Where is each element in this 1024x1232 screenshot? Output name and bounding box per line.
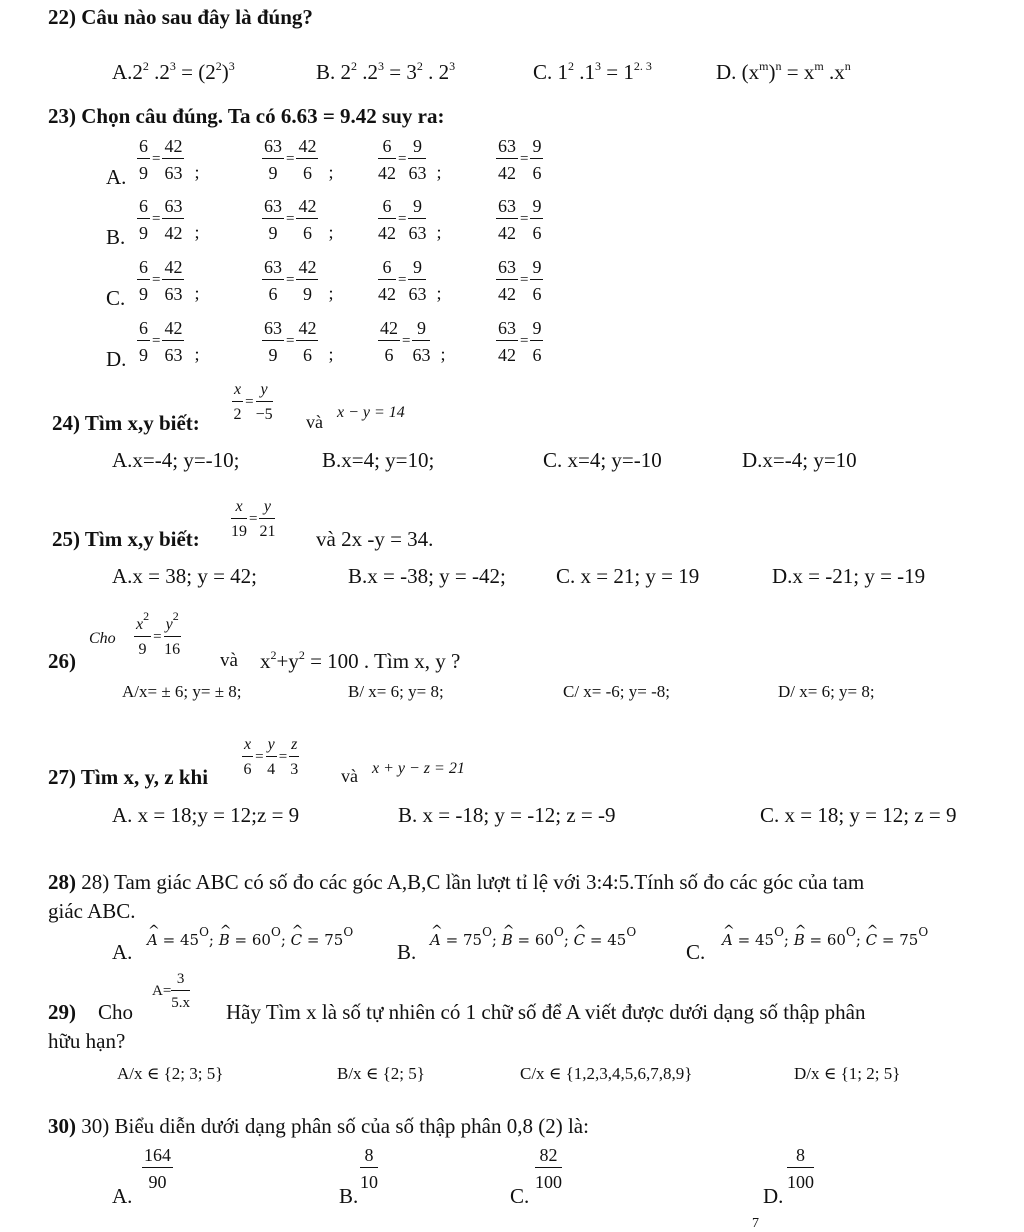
- q28-option-c: ^ $A = 45^O$; ^ $B = 60^O$; ^ $C = 75^O$: [722, 932, 928, 948]
- q25-option-d: D.x = -21; y = -19: [772, 564, 926, 588]
- q27-option-c: C. x = 18; y = 12; z = 9: [760, 803, 957, 827]
- q28-option-a: ^ $A = 45^O$; ^ $B = 60^O$; ^ $C = 75^O$: [147, 932, 353, 948]
- q22-option-d: D. $(x^m)^n = x^m$ $.x^n$: [716, 59, 851, 84]
- question-29-number: 29): [48, 1000, 76, 1024]
- q23-proportion: $\frac{6}{9}$ = $\frac{42}{63}$ ;: [139, 136, 200, 183]
- question-28-line1: 28) 28) Tam giác ABC có số đo các góc A,B,C lần lượt tỉ lệ với 3:4:5.Tính số đo các góc của tam: [48, 870, 865, 894]
- question-29-text: Hãy Tìm x là số tự nhiên có 1 chữ số để A viết được dưới dạng số thập phân: [226, 1000, 866, 1024]
- q27-option-b: B. x = -18; y = -12; z = -9: [398, 803, 616, 827]
- q23-proportion: $\frac{63}{42}$ = $\frac{9}{6}$: [498, 257, 542, 304]
- q27-condition: x + y − z = 21: [372, 760, 465, 777]
- q29-expression: A= $\frac{3}{5.x}$: [152, 971, 191, 1011]
- question-23-title: 23) Chọn câu đúng. Ta có 6.63 = 9.42 suy ra:: [48, 104, 445, 128]
- q23-option-label: C.: [106, 286, 126, 310]
- q23-option-label: D.: [106, 347, 127, 371]
- q24-equation: $\frac{x}{2}$ = $\frac{y}{-5}$: [233, 381, 273, 423]
- q22-option-a: $A.2^2$ $.2^3 = (2^2)^3$: [112, 59, 235, 84]
- q24-and: và: [306, 412, 323, 432]
- question-24-title: 24) Tìm x,y biết:: [52, 411, 200, 435]
- q24-option-c: C. x=4; y=-10: [543, 448, 662, 472]
- q25-option-a: A.x = 38; y = 42;: [112, 564, 258, 588]
- q29-option-b: B/x ∈ {2; 5}: [337, 1064, 425, 1083]
- q23-option-label: A.: [106, 165, 127, 189]
- q23-proportion: $\frac{63}{6}$ = $\frac{42}{9}$ ;: [264, 257, 334, 304]
- q24-option-d: D.x=-4; y=10: [742, 448, 857, 472]
- q23-proportion: $\frac{63}{42}$ = $\frac{9}{6}$: [498, 136, 542, 183]
- q23-proportion: $\frac{6}{42}$ = $\frac{9}{63}$ ;: [378, 196, 442, 243]
- q26-and: và: [220, 650, 238, 671]
- q27-and: và: [341, 766, 358, 786]
- q23-proportion: $\frac{42}{6}$ = $\frac{9}{63}$ ;: [380, 318, 446, 365]
- q26-condition: $x^2+y^2 = 100$ . Tìm x, y ?: [260, 648, 461, 673]
- q27-option-a: A. x = 18;y = 12;z = 9: [112, 803, 300, 827]
- q26-equation: $\frac{x^2}{9}$ = $\frac{y^2}{16}$: [136, 609, 181, 658]
- q29-option-d: D/x ∈ {1; 2; 5}: [794, 1064, 901, 1083]
- q23-proportion: $\frac{6}{9}$ = $\frac{63}{42}$ ;: [139, 196, 200, 243]
- q30-option-b: $\frac{8}{10}$: [360, 1145, 378, 1192]
- question-27-title: 27) Tìm x, y, z khi: [48, 765, 209, 789]
- q28-option-a-label: A.: [112, 940, 133, 964]
- q30-option-a: $\frac{164}{90}$: [144, 1145, 171, 1192]
- q29-option-a: A/x ∈ {2; 3; 5}: [117, 1064, 224, 1083]
- q30-option-d-label: D.: [763, 1184, 784, 1208]
- q30-option-c-label: C.: [510, 1184, 530, 1208]
- question-25-title: 25) Tìm x,y biết:: [52, 527, 200, 551]
- q27-equation: $\frac{x}{6}$ = $\frac{y}{4}$ = $\frac{z}{3}$: [243, 736, 299, 778]
- q23-proportion: $\frac{6}{42}$ = $\frac{9}{63}$ ;: [378, 136, 442, 183]
- q23-proportion: $\frac{6}{9}$ = $\frac{42}{63}$ ;: [139, 257, 200, 304]
- q28-option-b-label: B.: [397, 940, 417, 964]
- q28-option-b: ^ $A = 75^O$; ^ $B = 60^O$; ^ $C = 45^O$: [430, 932, 636, 948]
- question-29-line2: hữu hạn?: [48, 1029, 126, 1053]
- q22-option-b: B. $2^2$ $.2^3 = 3^2$ . $2^3$: [316, 59, 456, 84]
- q23-proportion: $\frac{6}{42}$ = $\frac{9}{63}$ ;: [378, 257, 442, 304]
- q24-condition: x − y = 14: [337, 404, 405, 421]
- q23-proportion: $\frac{63}{42}$ = $\frac{9}{6}$: [498, 318, 542, 365]
- q30-option-c: $\frac{82}{100}$: [535, 1145, 562, 1192]
- q23-proportion: $\frac{63}{9}$ = $\frac{42}{6}$ ;: [264, 136, 334, 183]
- q30-option-a-label: A.: [112, 1184, 133, 1208]
- q26-option-c: C/ x= -6; y= -8;: [563, 682, 671, 701]
- q25-option-c: C. x = 21; y = 19: [556, 564, 700, 588]
- q23-proportion: $\frac{6}{9}$ = $\frac{42}{63}$ ;: [139, 318, 200, 365]
- q23-proportion: $\frac{63}{42}$ = $\frac{9}{6}$: [498, 196, 542, 243]
- q29-option-c: C/x ∈ {1,2,3,4,5,6,7,8,9}: [520, 1064, 693, 1083]
- q23-proportion: $\frac{63}{9}$ = $\frac{42}{6}$ ;: [264, 196, 334, 243]
- q26-option-b: B/ x= 6; y= 8;: [348, 682, 444, 701]
- q24-option-b: B.x=4; y=10;: [322, 448, 435, 472]
- q23-proportion: $\frac{63}{9}$ = $\frac{42}{6}$ ;: [264, 318, 334, 365]
- q24-option-a: A.x=-4; y=-10;: [112, 448, 240, 472]
- question-30-title: 30) 30) Biểu diễn dưới dạng phân số của số thập phân 0,8 (2) là:: [48, 1114, 589, 1138]
- q29-cho: Cho: [98, 1000, 134, 1024]
- question-22-title: 22) Câu nào sau đây là đúng?: [48, 5, 313, 29]
- q30-option-d: $\frac{8}{100}$: [787, 1145, 814, 1192]
- q26-option-a: A/x= ± 6; y= ± 8;: [122, 682, 242, 701]
- q25-condition: và 2x -y = 34.: [316, 527, 434, 551]
- page-number: 7: [752, 1216, 759, 1231]
- question-28-line2: giác ABC.: [48, 899, 136, 923]
- question-26-number: 26): [48, 649, 76, 673]
- q22-option-c: C. $1^2$ $.1^3 = 1^{2. 3}$: [533, 59, 652, 84]
- q30-option-b-label: B.: [339, 1184, 359, 1208]
- q25-equation: $\frac{x}{19}$ = $\frac{y}{21}$: [231, 498, 276, 540]
- q28-option-c-label: C.: [686, 940, 706, 964]
- q26-option-d: D/ x= 6; y= 8;: [778, 682, 875, 701]
- q26-cho: Cho: [89, 630, 116, 647]
- q23-option-label: B.: [106, 225, 126, 249]
- q25-option-b: B.x = -38; y = -42;: [348, 564, 506, 588]
